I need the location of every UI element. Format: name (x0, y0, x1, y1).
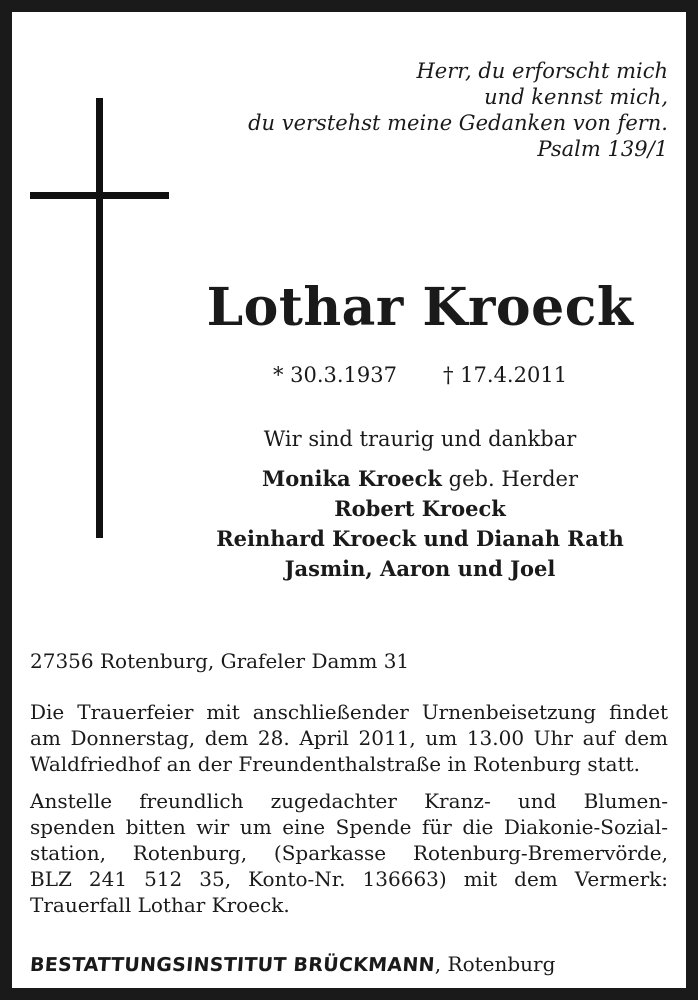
family-member (120, 524, 698, 554)
psalm-line: du verstehst meine Gedanken von fern. (248, 111, 668, 135)
family-member-name: Jasmin, Aaron und Joel (284, 556, 556, 581)
funeral-home-footer (30, 950, 555, 980)
death-date: † 17.4.2011 (443, 363, 568, 387)
family-member-name: Robert Kroeck (334, 496, 506, 521)
family-member (120, 494, 698, 524)
family-member-name: Reinhard Kroeck und Dianah Rath (216, 526, 624, 551)
mourning-line: Wir sind traurig und dankbar (263, 427, 577, 451)
life-dates (160, 362, 680, 388)
address: 27356 Rotenburg, Grafeler Damm 31 (30, 649, 410, 673)
funeral-home-city: , Rotenburg (434, 952, 556, 976)
deceased-name: Lothar Kroeck (206, 277, 634, 338)
donation-line: BLZ 241 512 35, Konto-Nr. 136663) mit dem Vermerk: (30, 867, 668, 891)
psalm-line: und kennst mich, (484, 85, 668, 109)
ceremony-paragraph (30, 699, 668, 777)
funeral-home-logo: BESTATTUNGSINSTITUT BRÜCKMANN (29, 954, 436, 976)
birth-date: * 30.3.1937 (272, 363, 397, 387)
psalm-reference: Psalm 139/1 (537, 137, 668, 161)
family-member (120, 464, 698, 494)
donation-paragraph (30, 788, 668, 918)
ceremony-line: Waldfriedhof an der Freundenthalstraße in Rotenburg statt. (30, 752, 641, 776)
family-member (120, 554, 698, 584)
family-member-maiden: geb. Herder (441, 467, 579, 491)
psalm-quote (148, 58, 668, 162)
donation-line: station, Rotenburg, (Sparkasse Rotenburg-Bremervörde, (30, 841, 668, 865)
family-list (120, 464, 698, 584)
donation-line: Trauerfall Lothar Kroeck. (30, 893, 290, 917)
ceremony-line: Die Trauerfeier mit anschließender Urnenbeisetzung findet (30, 700, 668, 724)
ceremony-line: am Donnerstag, dem 28. April 2011, um 13.00 Uhr auf dem (30, 726, 668, 750)
donation-line: spenden bitten wir um eine Spende für die Diakonie-Sozial- (30, 815, 668, 839)
family-member-name: Monika Kroeck (261, 466, 442, 491)
donation-line: Anstelle freundlich zugedachter Kranz- und Blumen- (30, 789, 668, 813)
psalm-line: Herr, du erforscht mich (416, 59, 668, 83)
cross-icon (96, 98, 103, 538)
cross-icon-bar (30, 192, 169, 199)
